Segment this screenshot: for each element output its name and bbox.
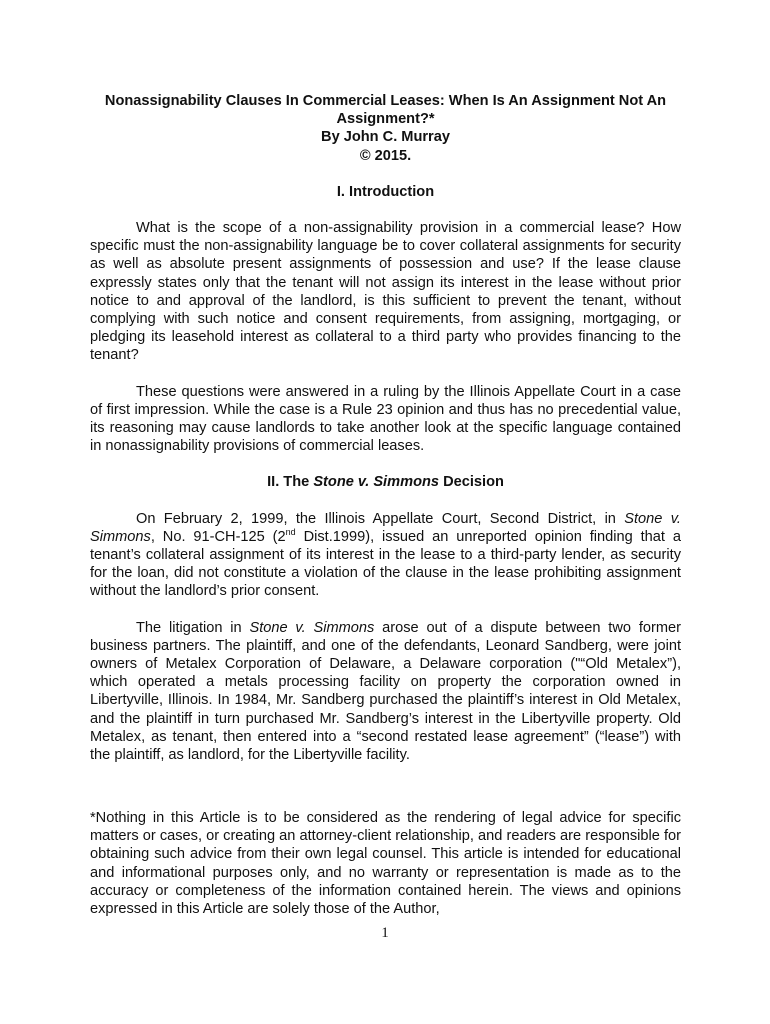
paragraph-4-part-a: The litigation in [136, 619, 250, 636]
paragraph-3 [90, 510, 681, 601]
title-block [90, 92, 681, 165]
paragraph-1: What is the scope of a non-assignability provision in a commercial lease? How specific must the non-assignability language be to cover collateral assignments for security as well as absolute present assignments of possession and use? If the lease clause expressly states only that the tenant will not assign its interest in the lease without prior notice to and approval of the landlord, is this sufficient to prevent the tenant, without complying with such notice and consent requirements, from assigning, mortgaging, or pledging its leasehold interest as collateral to a third party who provides financing to the tenant? [90, 220, 681, 364]
paragraph-2: These questions were answered in a ruling by the Illinois Appellate Court in a case of first impression. While the case is a Rule 23 opinion and thus has no precedential value, its reasoning may cause landlords to take another look at the specific language contained in nonassignability provisions of commercial leases. [90, 383, 681, 455]
paragraph-4 [90, 619, 681, 765]
document-copyright: © 2015. [359, 147, 412, 164]
document-author: By John C. Murray [321, 129, 450, 146]
footnote-disclaimer: *Nothing in this Article is to be considered as the rendering of legal advice for specific matters or cases, or creating an attorney-client relationship, and readers are responsible for obtaining such advice from their own legal counsel. This article is intended for educational and informational purposes only, and no warranty or representation is made as to the accuracy or completeness of the information contained herein. The views and opinions expressed in this Article are solely those of the Author, [90, 810, 681, 918]
section-heading-suffix: Decision [439, 474, 504, 491]
section-heading-decision [90, 473, 681, 491]
paragraph-3-part-b: , No. 91-CH-125 (2 [150, 528, 286, 545]
paragraph-3-part-a: On February 2, 1999, the Illinois Appellate Court, Second District, in [136, 510, 625, 527]
section-heading-prefix: II. The [267, 474, 314, 491]
page-number: 1 [381, 925, 389, 941]
document-title-line1: Nonassignability Clauses In Commercial Leases: When Is An Assignment Not An [104, 93, 667, 109]
paragraph-3-superscript: nd [285, 527, 296, 537]
footnote-block [90, 809, 681, 918]
paragraph-4-case-name: Stone v. Simmons [249, 619, 375, 636]
section-heading-introduction: I. Introduction [336, 183, 435, 200]
document-body [90, 92, 681, 782]
document-title-line2: Assignment?* [336, 111, 435, 128]
paragraph-4-part-b: arose out of a dispute between two former business partners. The plaintiff, and one of the defendants, Leonard Sandberg, were joint owners of Metalex Corporation of Delaware, a Delaware corporation ("“Old Metalex”), which operated a metals processing facility on property the corporation owned in Libertyville, Illinois. In 1984, Mr. Sandberg purchased the plaintiff’s interest in Old Metalex, and the plaintiff in turn purchased Mr. Sandberg’s interest in the Libertyville property. Old Metalex, as tenant, then entered into a “second restated lease agreement” (“lease”) with the plaintiff, as landlord, for the Libertyville facility. [90, 619, 681, 764]
paragraph-3-part-c: Dist.1999), issued an unreported opinion finding that a tenant’s collateral assignment of its interest in the lease to a third-party lender, as security for the loan, did not constitute a violation of the clause in the lease prohibiting assignment without the landlord’s prior consent. [90, 528, 681, 600]
section-heading-case-name: Stone v. Simmons [313, 474, 440, 491]
paragraph-3-case-name: Stone v. Simmons [90, 510, 681, 545]
